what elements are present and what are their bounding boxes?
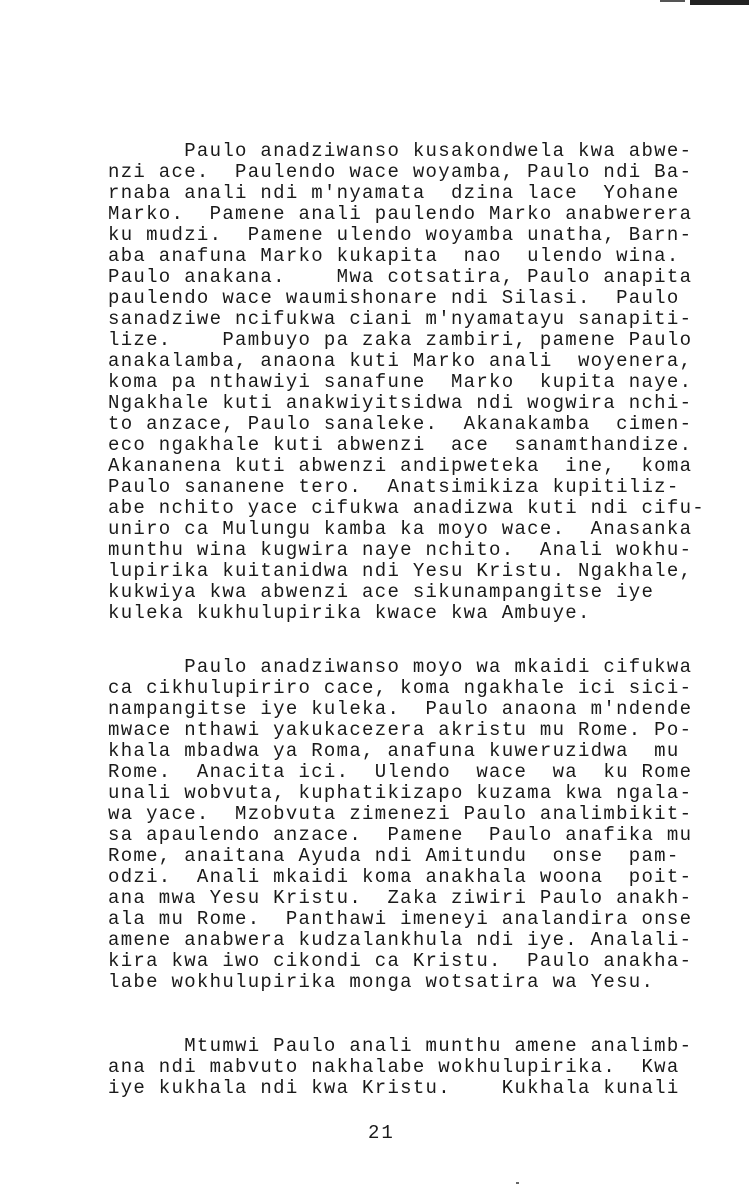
text-line: unali wobvuta, kuphatikizapo kuzama kwa ngala- [108, 782, 693, 804]
text-line: sa apaulendo anzace. Pamene Paulo anafika mu [108, 824, 693, 846]
paragraph-2 [108, 657, 718, 993]
text-line: iye kukhala ndi kwa Kristu. Kukhala kunali [108, 1077, 680, 1099]
text-line: Paulo sananene tero. Anatsimikiza kupitiliz- [108, 476, 680, 498]
text-line: lize. Pambuyo pa zaka zambiri, pamene Paulo [108, 329, 693, 351]
text-line: Marko. Pamene anali paulendo Marko anabwerera [108, 203, 693, 225]
text-line: Paulo anadziwanso kusakondwela kwa abwe- [108, 140, 693, 162]
text-line: ku mudzi. Pamene ulendo woyamba unatha, Barn- [108, 224, 693, 246]
text-line: kira kwa iwo cikondi ca Kristu. Paulo anakha- [108, 950, 693, 972]
text-line: aba anafuna Marko kukapita nao ulendo wina. [108, 245, 680, 267]
page-number: 21 [368, 1122, 395, 1144]
text-line: uniro ca Mulungu kamba ka moyo wace. Anasanka [108, 518, 693, 540]
text-line: mwace nthawi yakukacezera akristu mu Rome. Po- [108, 719, 693, 741]
text-line: ana mwa Yesu Kristu. Zaka ziwiri Paulo anakh- [108, 887, 693, 909]
text-line: kukwiya kwa abwenzi ace sikunampangitse iye [108, 581, 655, 603]
text-line: eco ngakhale kuti abwenzi ace sanamthandize. [108, 434, 693, 456]
paragraph-3 [108, 1036, 718, 1099]
text-line: wa yace. Mzobvuta zimenezi Paulo analimbikit- [108, 803, 693, 825]
text-line: sanadziwe ncifukwa ciani m'nyamatayu sanapiti- [108, 308, 693, 330]
paragraph-1 [108, 141, 718, 624]
text-line: paulendo wace waumishonare ndi Silasi. Paulo [108, 287, 680, 309]
text-line: Rome, anaitana Ayuda ndi Amitundu onse pam- [108, 845, 680, 867]
text-line: munthu wina kugwira naye nchito. Anali wokhu- [108, 539, 693, 561]
text-line: abe nchito yace cifukwa anadizwa kuti ndi cifu- [108, 497, 705, 519]
text-line: Akananena kuti abwenzi andipweteka ine, koma [108, 455, 693, 477]
text-line: ala mu Rome. Panthawi imeneyi analandira onse [108, 908, 693, 930]
text-line: ca cikhulupiriro cace, koma ngakhale ici sici- [108, 677, 693, 699]
text-line: lupirika kuitanidwa ndi Yesu Kristu. Ngakhale, [108, 560, 693, 582]
text-line: Ngakhale kuti anakwiyitsidwa ndi wogwira nchi- [108, 392, 693, 414]
scan-edge-mark [660, 0, 685, 2]
text-line: anakalamba, anaona kuti Marko anali woyenera, [108, 350, 693, 372]
scan-speck [516, 1182, 519, 1184]
text-line: odzi. Anali mkaidi koma anakhala woona poit- [108, 866, 693, 888]
text-line: Paulo anakana. Mwa cotsatira, Paulo anapita [108, 266, 693, 288]
text-line: khala mbadwa ya Roma, anafuna kuweruzidwa mu [108, 740, 680, 762]
text-line: nzi ace. Paulendo wace woyamba, Paulo ndi Ba- [108, 161, 693, 183]
scan-edge-mark [690, 0, 749, 5]
text-line: kuleka kukhulupirika kwace kwa Ambuye. [108, 602, 591, 624]
text-line: to anzace, Paulo sanaleke. Akanakamba cimen- [108, 413, 693, 435]
text-line: Rome. Anacita ici. Ulendo wace wa ku Rome [108, 761, 693, 783]
text-line: nampangitse iye kuleka. Paulo anaona m'ndende [108, 698, 693, 720]
text-line: ana ndi mabvuto nakhalabe wokhulupirika. Kwa [108, 1056, 680, 1078]
text-line: Paulo anadziwanso moyo wa mkaidi cifukwa [108, 656, 693, 678]
text-line: rnaba anali ndi m'nyamata dzina lace Yohane [108, 182, 680, 204]
text-line: Mtumwi Paulo anali munthu amene analimb- [108, 1035, 693, 1057]
text-line: amene anabwera kudzalankhula ndi iye. Analali- [108, 929, 693, 951]
text-line: koma pa nthawiyi sanafune Marko kupita naye. [108, 371, 693, 393]
text-line: labe wokhulupirika monga wotsatira wa Yesu. [108, 971, 655, 993]
